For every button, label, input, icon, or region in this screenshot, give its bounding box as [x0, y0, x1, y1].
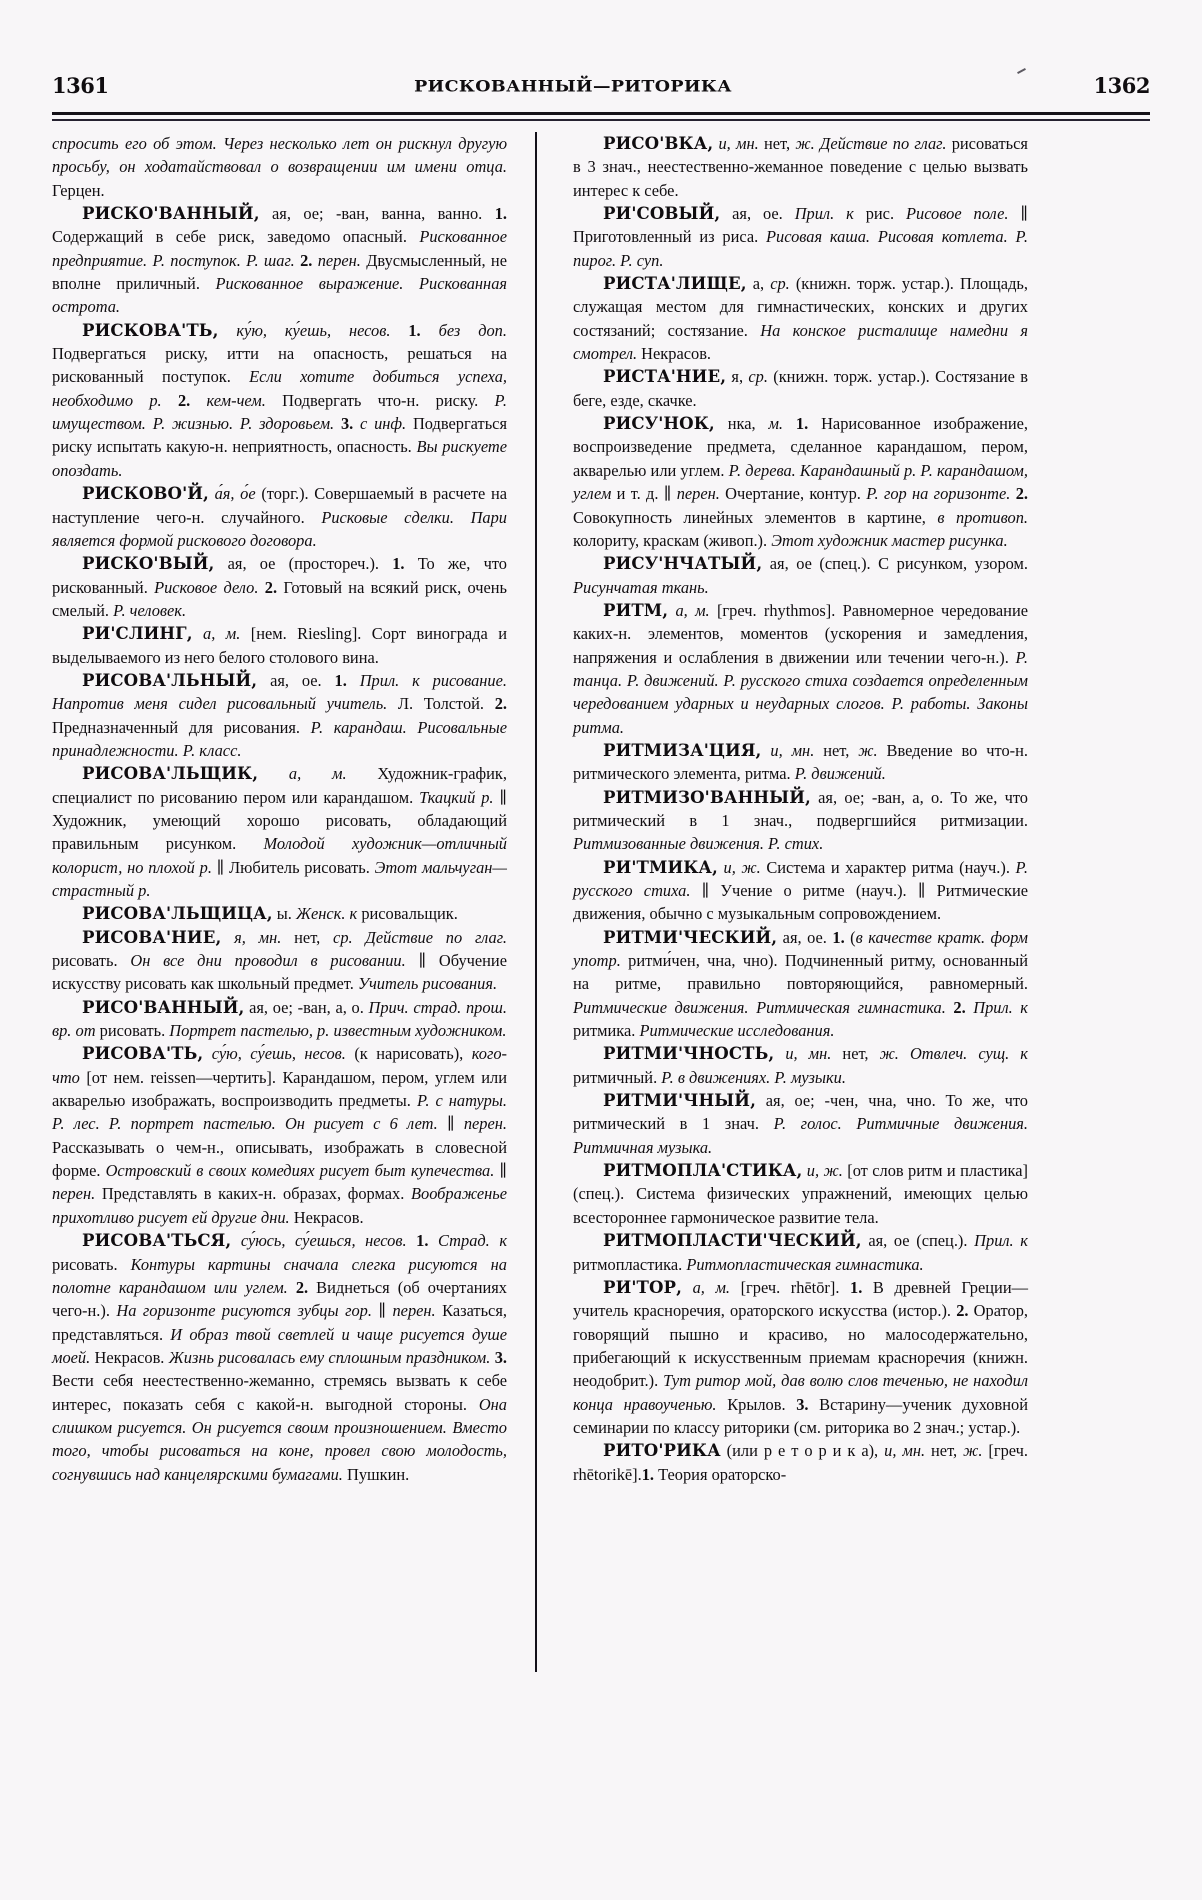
dictionary-entry [573, 1229, 1028, 1276]
header-rule-thick [52, 112, 1150, 115]
entry-headword: РИСУ'НЧАТЫЙ, [603, 553, 763, 574]
entry-body: а, ср. (книжн. торж. устар.). Площадь, служащая местом для гимнастических, конских и других состязаний; состязание. На конское ристалище намедни я смотрел. Некрасов. [573, 274, 1028, 364]
dictionary-entry [573, 856, 1028, 926]
entry-body: (или р е т о р и к а), и, мн. нет, ж. [греч. rhētorikē].1. Теория ораторско- [573, 1441, 1028, 1484]
entry-headword: РИСКОВА'ТЬ, [82, 319, 219, 340]
entry-headword: РИ'ТМИКА, [603, 856, 718, 877]
entry-headword: РИСОВА'ТЬСЯ, [82, 1230, 232, 1251]
entry-headword: РИСКОВО'Й, [82, 483, 209, 504]
dictionary-entry [52, 202, 507, 319]
dictionary-entry [573, 412, 1028, 552]
entry-headword: РИСКО'ВЫЙ, [82, 553, 215, 574]
column-left [52, 132, 523, 1830]
entry-body: ая, ое (спец.). С рисунком, узором. Рисунчатая ткань. [573, 554, 1028, 597]
entry-body: ку́ю, ку́ешь, несов. 1. без доп. Подвергаться риску, итти на опасность, решаться на рискованный поступок. Если хотите добиться успеха, необходимо р. 2. кем-чем. Подвергать что-н. риску. Р. имуществом. Р. жизнью. Р. здоровьем. 3. с инф. Подвергаться риску испытать какую-н. неприятность, опасность. Вы рискуете опоздать. [52, 320, 508, 480]
entry-body: су́юсь, су́ешься, несов. 1. Страд. к рисовать. Контуры картины сначала слегка рисуются на полотне карандашом или углем. 2. Виднеться (об очертаниях чего-н.). На горизонте рисуются зубцы гор. ∥ перен. Казаться, представляться. И образ твой светлей и чаще рисуется душе моей. Некрасов. Жизнь рисовалась ему сплошным праздником. 3. Вести себя неестественно-жеманно, стремясь вызвать к себе интерес, показать себя с какой-н. выгодной стороны. Она слишком рисуется. Он рисуется своим произношением. Вместо того, чтобы рисоваться на коне, провел свою молодость, согнувшись над канцелярскими бумагами. Пушкин. [52, 1231, 507, 1484]
dictionary-entry [52, 1042, 507, 1229]
entry-body: спросить его об этом. Через несколько лет он рискнул другую просьбу, он ходатайствовал о возвращении им имени отца. Герцен. [52, 134, 507, 200]
entry-headword: РИТО'РИКА [603, 1440, 721, 1461]
entry-headword: РИТМИЗА'ЦИЯ, [603, 739, 762, 760]
dictionary-entry [52, 482, 507, 552]
entry-body: и, ж. Система и характер ритма (науч.). Р. русского стиха. ∥ Учение о ритме (науч.). ∥ Ритмические движения, обычно с музыкальным сопровождением. [573, 857, 1028, 924]
running-header [52, 62, 1150, 96]
entry-body: а, м. [нем. Riesling]. Сорт винограда и выделываемого из него белого столового вина. [52, 624, 508, 667]
entry-body: ая, ое. 1. (в качестве кратк. форм употр. ритми́чен, чна, чно). Подчиненный ритму, основанный на ритме, правильно повторяющийся, равномерный. Ритмические движения. Ритмическая гимнастика. 2. Прил. к ритмика. Ритмические исследования. [573, 927, 1028, 1041]
dictionary-entry [573, 272, 1028, 365]
entry-body: я, мн. нет, ср. Действие по глаг. рисовать. Он все дни проводил в рисовании. ∥ Обучение искусству рисовать как школьный предмет. Учитель рисования. [52, 927, 507, 994]
entry-headword: РИСКО'ВАННЫЙ, [82, 203, 260, 224]
dictionary-entry [573, 926, 1028, 1043]
dictionary-entry [52, 669, 507, 762]
entry-headword: РИСОВА'НИЕ, [82, 926, 222, 947]
entry-body: а́я, о́е (торг.). Совершаемый в расчете на наступление чего-н. случайного. Рисковые сделки. Пари является формой рискового договора. [52, 484, 507, 550]
entry-body: ая, ое; -ван, ванна, ванно. 1. Содержащий в себе риск, заведомо опасный. Рискованное предприятие. Р. поступок. Р. шаг. 2. перен. Двусмысленный, не вполне приличный. Рискованное выражение. Рискованная острота. [52, 204, 508, 317]
entry-headword: РИСУ'НОК, [603, 413, 715, 434]
entry-body: су́ю, су́ешь, несов. (к нарисовать), кого-что [от нем. reissen—чертить]. Карандашом, пером, углем или акварелью изображать, воспроизводить предметы. Р. с натуры. Р. лес. Р. портрет пастелью. Он рисует с 6 лет. ∥ перен. Рассказывать о чем-н., описывать, изображать в словесной форме. Островский в своих комедиях рисует быт купечества. ∥ перен. Представлять в каких-н. образах, формах. Воображенье прихотливо рисует ей другие дни. Некрасов. [52, 1044, 507, 1227]
entry-body: и, мн. нет, ж. Действие по глаг. рисоваться в 3 знач., неестественно-жеманное поведение с целью вызвать интерес к себе. [573, 134, 1028, 200]
entry-body: ая, ое; -ван, а, о. То же, что ритмический в 1 знач., подвергшийся ритмизации. Ритмизованные движения. Р. стих. [573, 787, 1028, 854]
entry-headword: РИТМОПЛА'СТИКА, [603, 1160, 803, 1181]
entry-body: ая, ое. 1. Прил. к рисование. Напротив меня сидел рисовальный учитель. Л. Толстой. 2. Предназначенный для рисования. Р. карандаш. Рисовальные принадлежности. Р. класс. [52, 670, 507, 760]
entry-headword: РИСОВА'ЛЬЩИК, [82, 763, 259, 784]
dictionary-entry [52, 902, 507, 925]
dictionary-entry [573, 1276, 1028, 1439]
dictionary-entry [52, 996, 507, 1043]
entry-headword: РИ'СОВЫЙ, [603, 203, 721, 224]
entry-body: ая, ое. Прил. к рис. Рисовое поле. ∥ Приготовленный из риса. Рисовая каша. Рисовая котлета. Р. пирог. Р. суп. [573, 204, 1028, 270]
folio-right: 1362 [1093, 73, 1150, 98]
entry-headword: РИСТА'НИЕ, [603, 366, 727, 387]
entry-headword: РИТМИ'ЧНЫЙ, [603, 1090, 756, 1111]
running-head-title: РИСКОВАННЫЙ—РИТОРИКА [414, 77, 732, 96]
dictionary-entry [573, 739, 1028, 786]
dictionary-entry [573, 1042, 1028, 1089]
dictionary-entry [52, 552, 507, 622]
entry-headword: РИСОВА'ЛЬНЫЙ, [82, 669, 258, 690]
dictionary-entry [573, 599, 1028, 739]
dictionary-entry [573, 1439, 1028, 1486]
folio-left: 1361 [52, 73, 109, 98]
entry-headword: РИСОВА'ТЬ, [82, 1043, 204, 1064]
dictionary-entry [573, 786, 1028, 856]
dictionary-entry [52, 1229, 507, 1486]
entry-body: а, м. [греч. rhythmos]. Равномерное чередование каких-н. элементов, моментов (ускорения и замедления, напряжения и ослабления в движении или течении чего-н.). Р. танца. Р. движений. Р. русского стиха создается определенным чередованием ударных и неударных слогов. Р. работы. Законы ритма. [573, 600, 1028, 737]
dictionary-entry [573, 1159, 1028, 1229]
entry-body: ая, ое; -ван, а, о. Прич. страд. прош. вр. от рисовать. Портрет пастелью, р. известным художником. [52, 997, 508, 1041]
dictionary-entry [52, 926, 507, 996]
header-rule-thin [52, 119, 1150, 121]
entry-headword: РИ'СЛИНГ, [82, 623, 193, 644]
dictionary-entry [573, 365, 1028, 412]
dictionary-entry [52, 132, 507, 202]
dictionary-entry [52, 622, 507, 669]
dictionary-entry [573, 552, 1028, 599]
entry-body: и, мн. нет, ж. Отвлеч. сущ. к ритмичный. Р. в движениях. Р. музыки. [573, 1044, 1028, 1087]
entry-headword: РИСОВА'ЛЬЩИЦА, [82, 903, 273, 924]
entry-body: ая, ое; -чен, чна, чно. То же, что ритмический в 1 знач. Р. голос. Ритмичные движения. Ритмичная музыка. [573, 1091, 1028, 1157]
entry-headword: РИТМИ'ЧЕСКИЙ, [603, 926, 778, 947]
entry-headword: РИТМ, [603, 599, 669, 620]
entry-body: и, мн. нет, ж. Введение во что-н. ритмического элемента, ритма. Р. движений. [573, 740, 1028, 784]
entry-body: ы. Женск. к рисовальщик. [272, 904, 458, 924]
entry-body: ая, ое (спец.). Прил. к ритмопластика. Ритмопластическая гимнастика. [573, 1231, 1028, 1274]
entry-body: а, м. Художник-график, специалист по рисованию пером или карандашом. Ткацкий р. ∥ Художник, умеющий хорошо рисовать, обладающий правильным рисунком. Молодой художник—отличный колорист, но плохой р. ∥ Любитель рисовать. Этот мальчуган—страстный р. [52, 764, 507, 900]
dictionary-entry [52, 762, 507, 902]
entry-headword: РИТМИЗО'ВАННЫЙ, [603, 786, 811, 807]
entry-headword: РИСО'ВАННЫЙ, [82, 996, 245, 1017]
entry-headword: РИСТА'ЛИЩЕ, [603, 273, 747, 294]
entry-body: а, м. [греч. rhētōr]. 1. В древней Греции—учитель красноречия, ораторского искусства (истор.). 2. Оратор, говорящий пышно и красиво, но малосодержательно, прибегающий к искусственным приемам красноречия (книжн. неодобрит.). Тут ритор мой, дав волю слов теченью, не находил конца нравоученью. Крылов. 3. Встарину—ученик духовной семинарии по классу риторики (см. риторика во 2 знач.; устар.). [573, 1277, 1028, 1437]
dictionary-entry [573, 1089, 1028, 1159]
entry-body: я, ср. (книжн. торж. устар.). Состязание в беге, езде, скачке. [573, 367, 1028, 410]
column-divider [535, 132, 537, 1672]
entry-headword: РИСО'ВКА, [603, 133, 714, 153]
entry-headword: РИТМИ'ЧНОСТЬ, [603, 1043, 775, 1064]
entry-body: и, ж. [от слов ритм и пластика] (спец.). Система физических упражнений, имеющих целью всестороннее гармоническое развитие тела. [573, 1161, 1028, 1227]
text-columns [52, 132, 1150, 1830]
dictionary-entry [573, 132, 1028, 202]
dictionary-entry [52, 319, 507, 482]
entry-body: ая, ое (простореч.). 1. То же, что рискованный. Рисковое дело. 2. Готовый на всякий риск, очень смелый. Р. человек. [52, 554, 507, 620]
entry-headword: РИТМОПЛАСТИ'ЧЕСКИЙ, [603, 1230, 862, 1251]
dictionary-entry [573, 202, 1028, 272]
entry-headword: РИ'ТОР, [603, 1276, 682, 1297]
entry-body: нка, м. 1. Нарисованное изображение, воспроизведение предмета, сделанное карандашом, пером, акварелью или углем. Р. дерева. Карандашный р. Р. карандашом, углем и т. д. ∥ перен. Очертание, контур. Р. гор на горизонте. 2. Совокупность линейных элементов в картине, в противоп. колориту, краскам (живоп.). Этот художник мастер рисунка. [573, 414, 1029, 550]
column-right [543, 132, 1028, 1830]
